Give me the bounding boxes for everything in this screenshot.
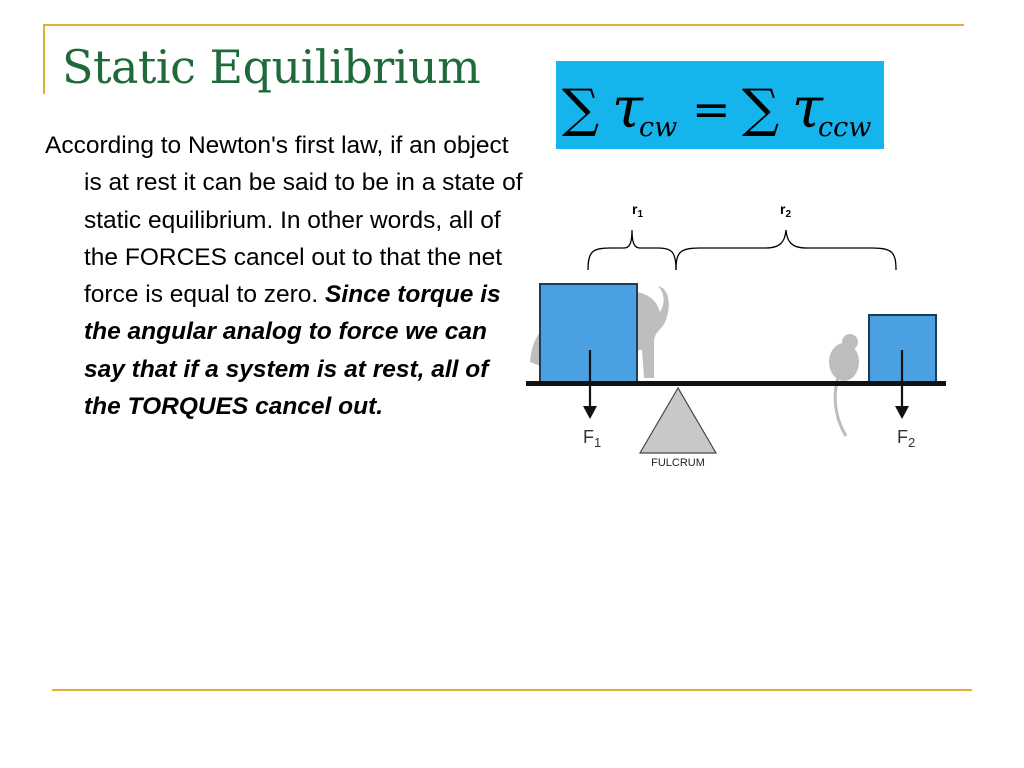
f1-label: $F_1$ [583, 427, 602, 450]
fulcrum-triangle [640, 388, 716, 453]
body-paragraph [45, 127, 524, 425]
left-sum-symbol: ∑ [562, 79, 600, 139]
f2-label: $F_2$ [897, 427, 916, 450]
body-emphasis-text: Since torque is the angular analog to force we can say that if a system is at rest, all of the TORQUES cancel out. [84, 281, 501, 421]
right-sum-symbol: ∑ [742, 79, 780, 139]
fulcrum-label: FULCRUM [651, 457, 705, 469]
top-accent-line [43, 24, 964, 26]
r1-brace [588, 230, 676, 270]
slide-title: Static Equilibrium [62, 40, 481, 94]
left-accent-line [43, 24, 45, 94]
heavy-box [540, 284, 637, 383]
right-tau-symbol: τ [792, 76, 823, 141]
body-regular-text: According to Newton's first law, if an object is at rest it can be said to be in a state of static equilibrium. In other words, all of the FORCES cancel out to that the net force is equal to zero. [45, 132, 523, 309]
torque-equation [556, 61, 884, 149]
r2-label: $r_2$ [780, 201, 792, 220]
right-subscript: ccw [818, 112, 872, 143]
r1-label: $r_1$ [632, 201, 644, 220]
seesaw-diagram [520, 190, 960, 480]
bottom-accent-line [52, 689, 972, 691]
left-tau-symbol: τ [612, 76, 643, 141]
left-subscript: cw [639, 112, 678, 143]
r2-brace [676, 230, 896, 270]
equals-sign: = [692, 82, 731, 136]
